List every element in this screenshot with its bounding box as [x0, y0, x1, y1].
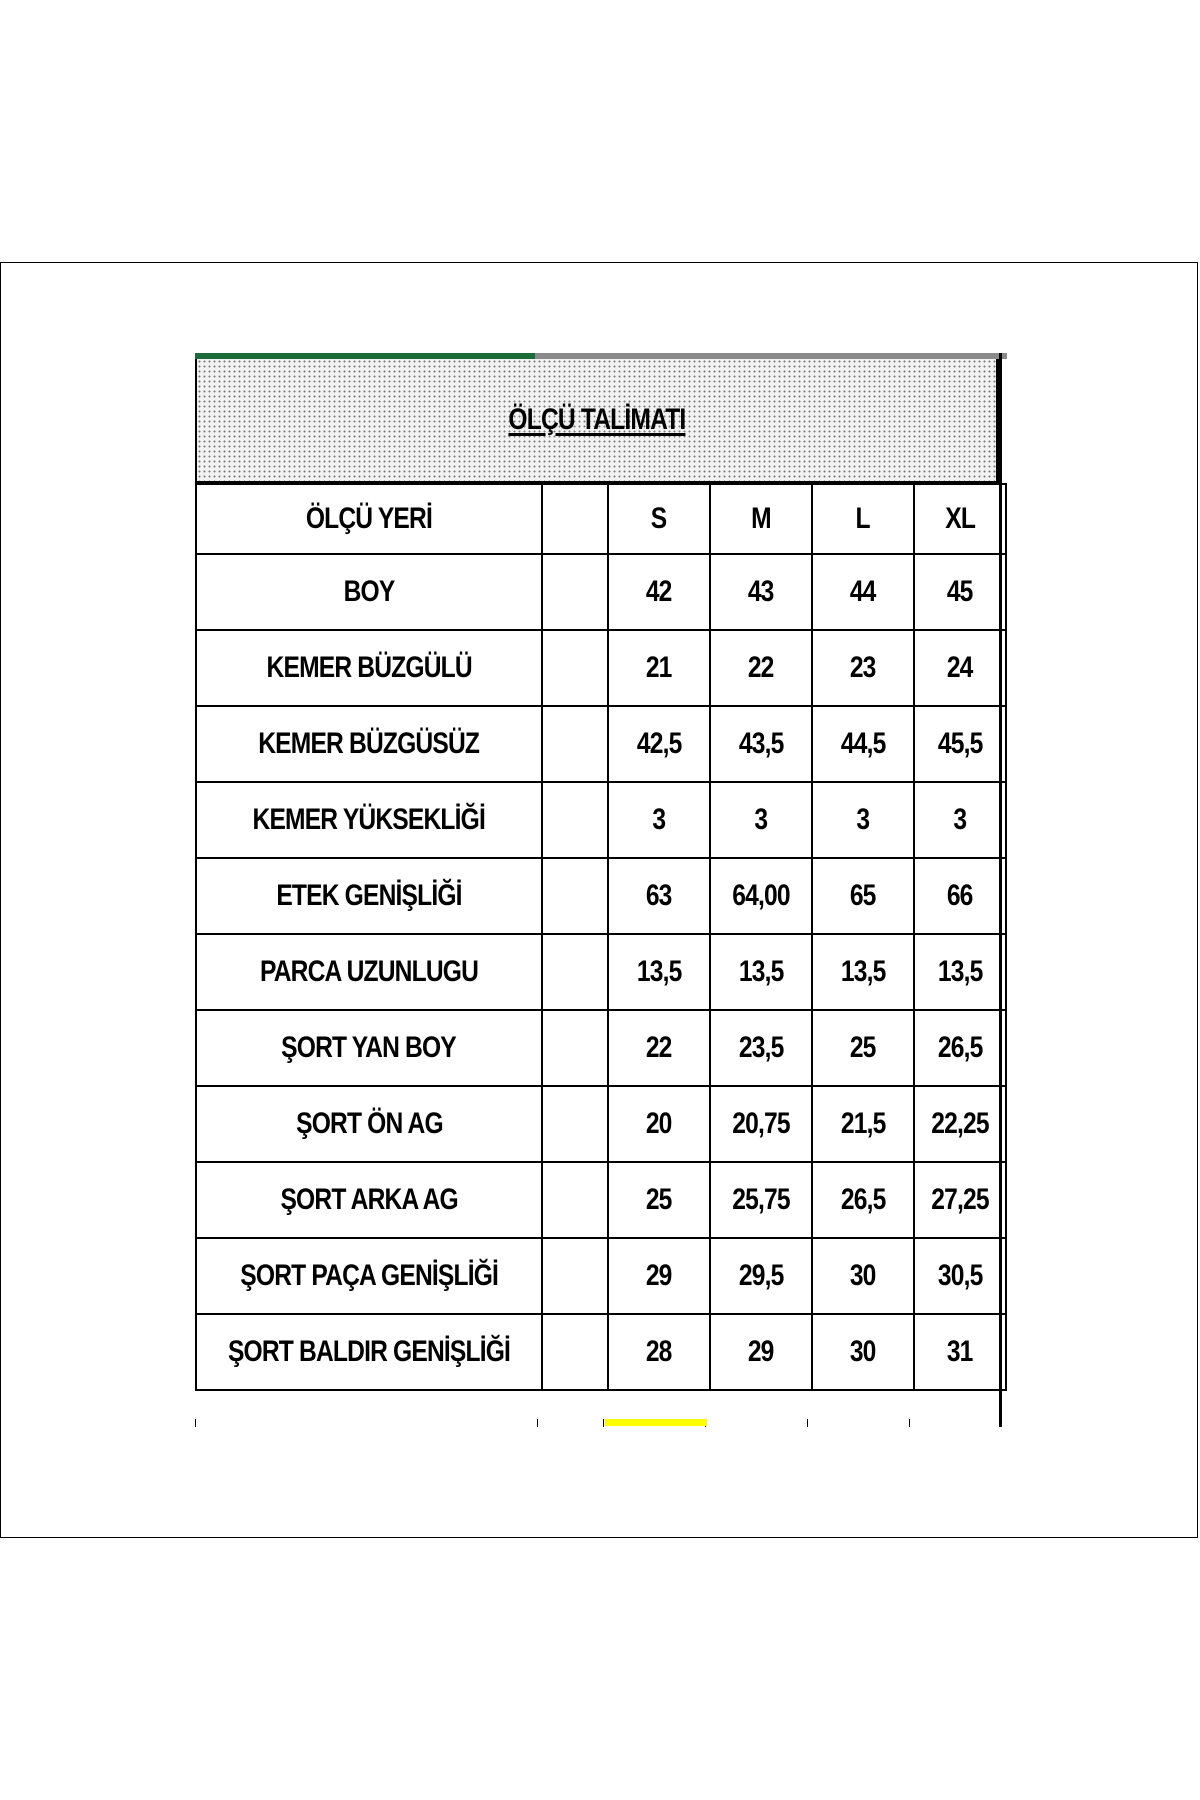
- measurement-label: ŞORT BALDIR GENİŞLİĞİ: [196, 1314, 542, 1390]
- measurement-label: KEMER BÜZGÜSÜZ: [196, 706, 542, 782]
- strip-divider: [603, 1419, 604, 1427]
- table-row: [196, 782, 1006, 858]
- value-cell-l: 44,5: [812, 706, 914, 782]
- header-size-m: M: [710, 484, 812, 554]
- header-size-l: L: [812, 484, 914, 554]
- value-cell-s: 20: [608, 1086, 710, 1162]
- value-cell-m: 13,5: [710, 934, 812, 1010]
- size-table-body: [196, 484, 1006, 1390]
- measurement-label: PARCA UZUNLUGU: [196, 934, 542, 1010]
- value-cell-xl: 22,25: [914, 1086, 1006, 1162]
- value-cell-m: 29,5: [710, 1238, 812, 1314]
- value-cell-s: 28: [608, 1314, 710, 1390]
- value-cell-m: 23,5: [710, 1010, 812, 1086]
- strip-divider: [807, 1419, 808, 1427]
- value-cell-l: 25: [812, 1010, 914, 1086]
- measurement-label: ŞORT ÖN AG: [196, 1086, 542, 1162]
- value-cell-m: 64,00: [710, 858, 812, 934]
- value-cell-s: 42: [608, 554, 710, 630]
- measurement-label: BOY: [196, 554, 542, 630]
- value-cell-s: 13,5: [608, 934, 710, 1010]
- spacer-cell: [542, 1162, 608, 1238]
- title-cell: [195, 359, 999, 483]
- value-cell-s: 29: [608, 1238, 710, 1314]
- spacer-cell: [542, 934, 608, 1010]
- value-cell-l: 65: [812, 858, 914, 934]
- value-cell-l: 3: [812, 782, 914, 858]
- spacer-cell: [542, 630, 608, 706]
- table-row: [196, 1162, 1006, 1238]
- value-cell-l: 23: [812, 630, 914, 706]
- value-cell-xl: 45: [914, 554, 1006, 630]
- table-row: [196, 1238, 1006, 1314]
- value-cell-xl: 26,5: [914, 1010, 1006, 1086]
- header-size-xl: XL: [914, 484, 1006, 554]
- value-cell-m: 20,75: [710, 1086, 812, 1162]
- measurement-label: ŞORT ARKA AG: [196, 1162, 542, 1238]
- value-cell-m: 25,75: [710, 1162, 812, 1238]
- table-row: [196, 1010, 1006, 1086]
- value-cell-xl: 3: [914, 782, 1006, 858]
- header-measurement-label: ÖLÇÜ YERİ: [196, 484, 542, 554]
- spacer-cell: [542, 858, 608, 934]
- value-cell-m: 3: [710, 782, 812, 858]
- value-cell-l: 13,5: [812, 934, 914, 1010]
- spacer-cell: [542, 706, 608, 782]
- value-cell-xl: 13,5: [914, 934, 1006, 1010]
- value-cell-xl: 27,25: [914, 1162, 1006, 1238]
- right-edge-border: [999, 353, 1002, 1427]
- chart-title: ÖLÇÜ TALİMATI: [508, 403, 685, 436]
- spacer-cell: [542, 1314, 608, 1390]
- measurement-label: KEMER BÜZGÜLÜ: [196, 630, 542, 706]
- value-cell-s: 3: [608, 782, 710, 858]
- value-cell-l: 30: [812, 1238, 914, 1314]
- measurement-label: ETEK GENİŞLİĞİ: [196, 858, 542, 934]
- value-cell-m: 43,5: [710, 706, 812, 782]
- spacer-cell: [542, 782, 608, 858]
- value-cell-l: 44: [812, 554, 914, 630]
- table-row: [196, 1314, 1006, 1390]
- value-cell-m: 43: [710, 554, 812, 630]
- value-cell-s: 63: [608, 858, 710, 934]
- value-cell-l: 21,5: [812, 1086, 914, 1162]
- strip-divider: [909, 1419, 910, 1427]
- spacer-cell: [542, 1238, 608, 1314]
- value-cell-xl: 30,5: [914, 1238, 1006, 1314]
- table-row: [196, 1086, 1006, 1162]
- measurement-label: KEMER YÜKSEKLİĞİ: [196, 782, 542, 858]
- value-cell-xl: 45,5: [914, 706, 1006, 782]
- spacer-cell: [542, 1086, 608, 1162]
- table-row: [196, 706, 1006, 782]
- value-cell-s: 22: [608, 1010, 710, 1086]
- value-cell-m: 29: [710, 1314, 812, 1390]
- header-size-s: S: [608, 484, 710, 554]
- spacer-cell: [542, 1010, 608, 1086]
- table-row: [196, 858, 1006, 934]
- table-row: [196, 554, 1006, 630]
- table-row: [196, 630, 1006, 706]
- value-cell-l: 26,5: [812, 1162, 914, 1238]
- value-cell-xl: 31: [914, 1314, 1006, 1390]
- value-cell-xl: 24: [914, 630, 1006, 706]
- header-row: [196, 484, 1006, 554]
- spacer-cell: [542, 484, 608, 554]
- value-cell-s: 21: [608, 630, 710, 706]
- value-cell-s: 25: [608, 1162, 710, 1238]
- value-cell-m: 22: [710, 630, 812, 706]
- size-table: [195, 483, 1007, 1391]
- selected-cell-highlight: [605, 1419, 707, 1426]
- strip-divider: [537, 1419, 538, 1427]
- measurement-label: ŞORT PAÇA GENİŞLİĞİ: [196, 1238, 542, 1314]
- value-cell-xl: 66: [914, 858, 1006, 934]
- value-cell-s: 42,5: [608, 706, 710, 782]
- value-cell-l: 30: [812, 1314, 914, 1390]
- table-row: [196, 934, 1006, 1010]
- measurement-label: ŞORT YAN BOY: [196, 1010, 542, 1086]
- size-chart-sheet: [195, 353, 1007, 1427]
- bottom-strip: [195, 1419, 999, 1427]
- strip-divider: [195, 1419, 196, 1427]
- spacer-cell: [542, 554, 608, 630]
